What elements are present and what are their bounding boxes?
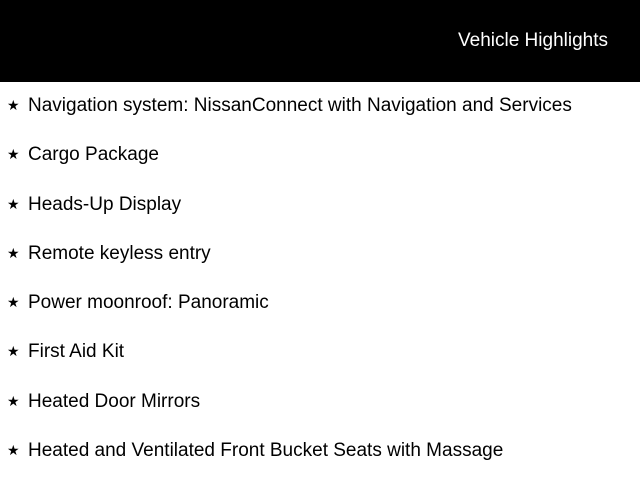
star-icon: ★ bbox=[7, 146, 20, 163]
list-item-label: Remote keyless entry bbox=[28, 242, 211, 264]
star-icon: ★ bbox=[7, 442, 20, 459]
header-title: Vehicle Highlights bbox=[458, 30, 608, 51]
list-item bbox=[0, 82, 640, 131]
highlights-list bbox=[0, 82, 640, 476]
list-item-label: Heads-Up Display bbox=[28, 193, 182, 215]
star-icon: ★ bbox=[7, 343, 20, 360]
list-item-label: Cargo Package bbox=[28, 144, 159, 166]
list-item bbox=[0, 378, 640, 427]
list-item-label: Power moonroof: Panoramic bbox=[28, 292, 269, 314]
list-item bbox=[0, 427, 640, 476]
list-item-label: Heated and Ventilated Front Bucket Seats with Massage bbox=[28, 440, 504, 462]
star-icon: ★ bbox=[7, 392, 20, 409]
star-icon: ★ bbox=[7, 97, 20, 113]
list-item bbox=[0, 131, 640, 180]
highlights-header bbox=[0, 0, 640, 82]
list-item bbox=[0, 230, 640, 279]
list-item bbox=[0, 181, 640, 230]
star-icon: ★ bbox=[7, 195, 20, 212]
star-icon: ★ bbox=[7, 244, 20, 261]
list-item bbox=[0, 328, 640, 377]
list-item-label: Heated Door Mirrors bbox=[28, 390, 201, 412]
star-icon: ★ bbox=[7, 294, 20, 311]
list-item bbox=[0, 279, 640, 328]
list-item-label: First Aid Kit bbox=[28, 341, 125, 363]
list-item-label: Navigation system: NissanConnect with Navigation and Services bbox=[28, 95, 572, 116]
